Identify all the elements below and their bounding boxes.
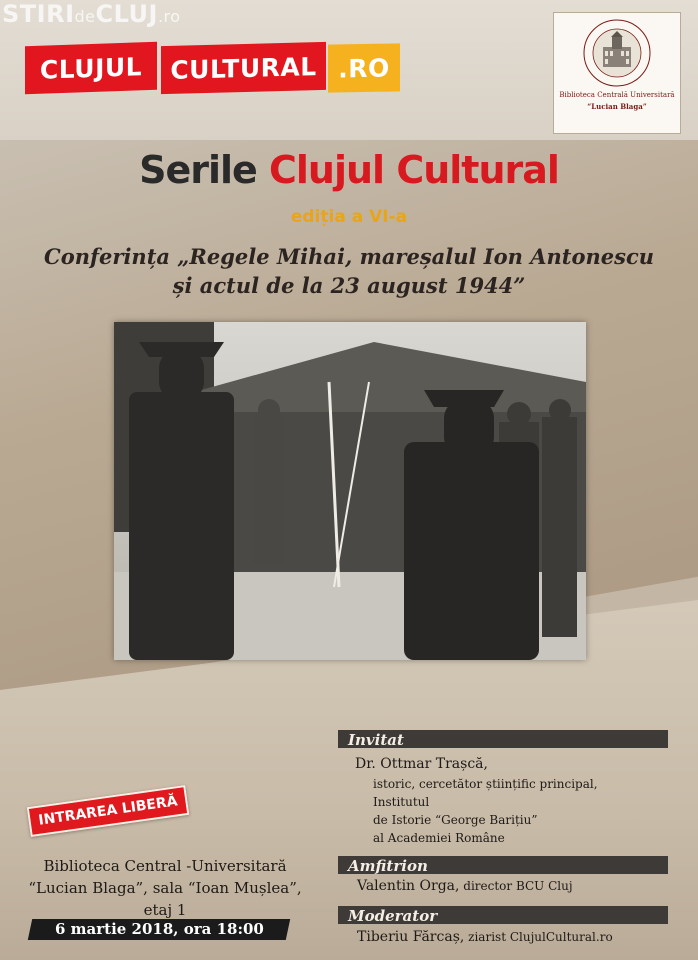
host-info: Valentin Orga, director BCU Cluj xyxy=(357,878,573,894)
guest-description: istoric, cercetător științific principal, Institutul de Istorie “George Barițiu” al Academiei Române xyxy=(373,777,598,845)
guest-label-tag: Invitat xyxy=(338,730,668,748)
moderator-label-tag: Moderator xyxy=(338,906,668,924)
bcu-library-logo xyxy=(553,12,681,134)
bcu-subname: “Lucian Blaga” xyxy=(587,102,647,111)
site-watermark: STIRIdeCLUJ.ro xyxy=(2,0,181,28)
edition-label: ediția a VI-a xyxy=(290,207,408,227)
venue-info: Biblioteca Central -Universitară “Lucian Blaga”, sala “Ioan Mușlea”, etaj 1 xyxy=(28,857,302,919)
clujul-cultural-logo xyxy=(25,44,400,96)
event-series-title: Serile Clujul Cultural xyxy=(139,148,559,192)
library-seal-icon xyxy=(581,17,653,89)
free-entry-badge: INTRAREA LIBERĂ xyxy=(27,785,190,837)
historical-photo xyxy=(114,322,586,660)
event-date: 6 martie 2018, ora 18:00 xyxy=(28,919,290,940)
bcu-name: Biblioteca Centrală Universitară xyxy=(559,91,675,99)
conference-title: Conferința „Regele Mihai, mareșalul Ion Antonescu și actul de la 23 august 1944” xyxy=(44,244,654,298)
host-label-tag: Amfitrion xyxy=(338,856,668,874)
guest-name: Dr. Ottmar Trașcă, xyxy=(355,756,488,772)
logo-word-clujul: CLUJUL xyxy=(25,42,157,95)
logo-word-cultural: CULTURAL xyxy=(161,42,326,94)
moderator-info: Tiberiu Fărcaș, ziarist ClujulCultural.ro xyxy=(357,929,613,945)
logo-word-ro: .RO xyxy=(328,43,400,92)
